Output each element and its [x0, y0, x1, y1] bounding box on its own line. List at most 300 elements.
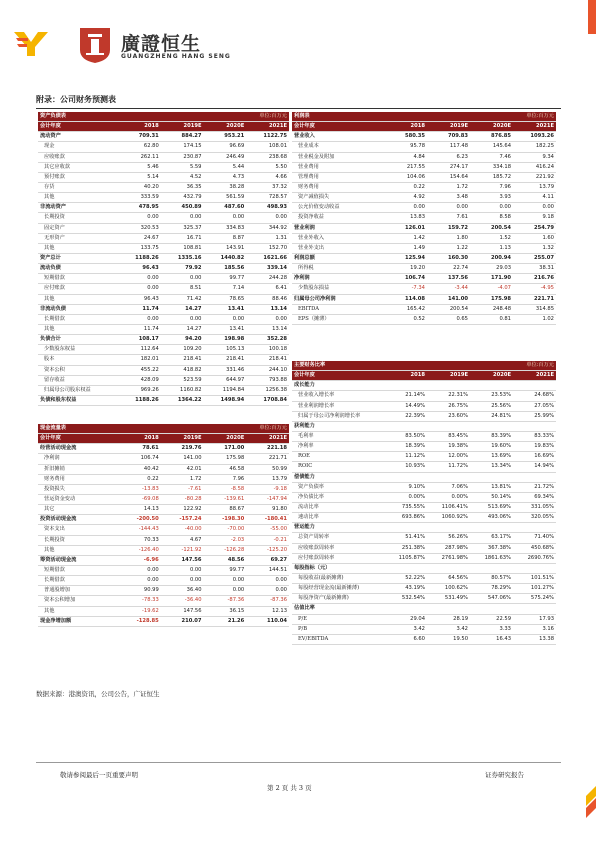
cell-value: 13.38	[513, 634, 556, 644]
cell-value	[470, 472, 513, 482]
cell-value: 314.85	[513, 304, 556, 314]
row-label: 短期借款	[38, 274, 118, 284]
cell-value: 0.00	[118, 284, 161, 294]
cell-value: 101.51%	[513, 573, 556, 583]
cell-value: 221.92	[513, 172, 556, 182]
cell-value: 210.07	[161, 616, 204, 626]
cell-value: 1.72	[161, 474, 204, 484]
row-label: 成长能力	[292, 381, 384, 391]
row-label: 获利能力	[292, 421, 384, 431]
table-title: 现金流量表	[38, 424, 118, 434]
cell-value: -121.92	[161, 545, 204, 555]
cell-value: 217.55	[384, 162, 427, 172]
cell-value: 1060.92%	[427, 513, 470, 523]
cell-value: 13.81%	[470, 482, 513, 492]
cell-value	[427, 563, 470, 573]
cell-value: 3.42	[427, 624, 470, 634]
cell-value: 0.00%	[384, 492, 427, 502]
cell-value: 17.93	[513, 614, 556, 624]
cell-value: 287.98%	[427, 543, 470, 553]
table-row	[292, 294, 556, 304]
column-header-year: 2018	[118, 434, 161, 444]
cell-value: 1.32	[513, 243, 556, 253]
cell-value: -87.36	[204, 596, 247, 606]
cell-value: 0.00	[161, 274, 204, 284]
cell-value: 1.22	[427, 243, 470, 253]
cell-value: 88.67	[204, 505, 247, 515]
row-label: 每股经营现金流(最新摊薄)	[292, 584, 384, 594]
table-row	[38, 444, 289, 454]
cell-value: 1122.75	[246, 132, 289, 142]
cell-value: 133.75	[118, 243, 161, 253]
cell-value: 200.94	[470, 253, 513, 263]
row-label: 其它	[38, 505, 118, 515]
table-row	[292, 314, 556, 324]
cell-value: 114.08	[384, 294, 427, 304]
cell-value: 339.14	[246, 264, 289, 274]
cell-value: 182.01	[118, 355, 161, 365]
cell-value: 248.48	[470, 304, 513, 314]
row-label: 长期投资	[38, 213, 118, 223]
cell-value: 141.00	[427, 294, 470, 304]
table-row	[292, 162, 556, 172]
column-header-label: 会计年度	[292, 371, 384, 381]
cell-value: 532.54%	[384, 594, 427, 604]
cell-value: 7.46	[470, 152, 513, 162]
cell-value: -6.96	[118, 555, 161, 565]
cell-value: 0.00	[384, 203, 427, 213]
table-row	[292, 533, 556, 543]
cell-value: 246.49	[204, 152, 247, 162]
column-header-year: 2021E	[246, 434, 289, 444]
cell-value: 22.31%	[427, 391, 470, 401]
table-title-row	[292, 112, 556, 122]
table-row	[38, 454, 289, 464]
row-label: EBITDA	[292, 304, 384, 314]
row-label: 投资损失	[38, 484, 118, 494]
row-label: 每股指标（元）	[292, 563, 384, 573]
cell-value: 0.00	[118, 565, 161, 575]
table-row	[292, 492, 556, 502]
row-label: 资本支出	[38, 525, 118, 535]
cell-value: 99.77	[204, 274, 247, 284]
table-row	[292, 401, 556, 411]
cash-flow-table	[38, 424, 289, 627]
cell-value: 1256.38	[246, 385, 289, 395]
cell-value: 418.82	[161, 365, 204, 375]
cell-value: 428.09	[118, 375, 161, 385]
cell-value: 126.01	[384, 223, 427, 233]
row-label: 投资净收益	[292, 213, 384, 223]
cell-value: 71.40%	[513, 533, 556, 543]
cell-value: 27.05%	[513, 401, 556, 411]
cell-value: 83.33%	[513, 431, 556, 441]
cell-value: 19.38%	[427, 442, 470, 452]
row-label: 其他	[38, 606, 118, 616]
table-row	[38, 494, 289, 504]
row-label: 长期借款	[38, 314, 118, 324]
cell-value: 108.17	[118, 335, 161, 345]
cell-value: 0.00	[118, 314, 161, 324]
cell-value: 7.06%	[427, 482, 470, 492]
cell-value: 25.56%	[470, 401, 513, 411]
cell-value: 3.16	[513, 624, 556, 634]
cell-value	[427, 421, 470, 431]
column-header-year: 2020E	[204, 434, 247, 444]
table-unit: 单位:百万元	[384, 361, 556, 371]
row-label: 少数股东损益	[292, 284, 384, 294]
cell-value: 216.76	[513, 274, 556, 284]
cell-value: 71.42	[161, 294, 204, 304]
cell-value: 1335.16	[161, 253, 204, 263]
row-label: 速动比率	[292, 513, 384, 523]
table-row	[292, 182, 556, 192]
column-header-year: 2021E	[246, 122, 289, 132]
cell-value: 432.79	[161, 193, 204, 203]
cell-value: 7.61	[427, 213, 470, 223]
row-label: 资本公积增加	[38, 596, 118, 606]
table-row	[292, 152, 556, 162]
cell-value: -78.33	[118, 596, 161, 606]
row-label: P/B	[292, 624, 384, 634]
cell-value: 5.59	[161, 162, 204, 172]
column-header-label: 会计年度	[38, 434, 118, 444]
cell-value: 218.41	[161, 355, 204, 365]
cell-value: 12.00%	[427, 452, 470, 462]
cell-value: 96.43	[118, 264, 161, 274]
row-label: 长期借款	[38, 576, 118, 586]
cell-value: 22.74	[427, 264, 470, 274]
cell-value: -157.24	[161, 515, 204, 525]
column-header-year: 2021E	[513, 122, 556, 132]
table-row	[292, 543, 556, 553]
cell-value: 325.37	[161, 223, 204, 233]
row-label: 非流动负债	[38, 304, 118, 314]
cell-value: 21.14%	[384, 391, 427, 401]
cell-value: 19.83%	[513, 442, 556, 452]
table-row	[38, 203, 289, 213]
cell-value: 1.52	[470, 233, 513, 243]
row-label: 营业税金及附加	[292, 152, 384, 162]
cell-value: 493.06%	[470, 513, 513, 523]
row-label: 其他	[38, 243, 118, 253]
row-label: ROE	[292, 452, 384, 462]
cell-value: -180.41	[246, 515, 289, 525]
cell-value: 24.67	[118, 233, 161, 243]
table-row	[38, 525, 289, 535]
cell-value: 11.74	[118, 324, 161, 334]
cell-value: 9.18	[513, 213, 556, 223]
cell-value: 88.46	[246, 294, 289, 304]
cell-value: 52.22%	[384, 573, 427, 583]
row-label: 股本	[38, 355, 118, 365]
cell-value: 0.00	[246, 213, 289, 223]
table-row	[292, 223, 556, 233]
cell-value: 14.27	[161, 324, 204, 334]
cell-value: 10.93%	[384, 462, 427, 472]
title-rule	[36, 108, 561, 109]
cell-value: -3.44	[427, 284, 470, 294]
cell-value: 547.06%	[470, 594, 513, 604]
row-label: 营业外支出	[292, 243, 384, 253]
cell-value: 709.31	[118, 132, 161, 142]
cell-value: 4.67	[161, 535, 204, 545]
row-label: 净利率	[292, 442, 384, 452]
cell-value: -126.28	[204, 545, 247, 555]
table-row	[292, 614, 556, 624]
cell-value: 38.28	[204, 182, 247, 192]
cell-value: 1160.82	[161, 385, 204, 395]
cell-value: 48.56	[204, 555, 247, 565]
table-row	[292, 452, 556, 462]
table-unit: 单位:百万元	[384, 112, 556, 122]
row-label: 归属母公司股东权益	[38, 385, 118, 395]
table-row	[292, 634, 556, 644]
cell-value: 50.99	[246, 464, 289, 474]
cell-value: 0.22	[118, 474, 161, 484]
cell-value	[470, 381, 513, 391]
cell-value: 42.01	[161, 464, 204, 474]
cell-value: 0.00	[204, 314, 247, 324]
cell-value: 143.91	[204, 243, 247, 253]
cell-value: -36.40	[161, 596, 204, 606]
cell-value: 200.54	[470, 223, 513, 233]
cell-value: 171.00	[204, 444, 247, 454]
cell-value: 185.56	[204, 264, 247, 274]
cell-value: 3.93	[470, 193, 513, 203]
cell-value	[384, 381, 427, 391]
cell-value: 0.00	[427, 203, 470, 213]
cell-value: 1498.94	[204, 395, 247, 405]
cell-value: -2.03	[204, 535, 247, 545]
cell-value: -0.21	[246, 535, 289, 545]
row-label: 营业利润	[292, 223, 384, 233]
cell-value: -19.62	[118, 606, 161, 616]
cell-value: 19.50	[427, 634, 470, 644]
table-row	[292, 243, 556, 253]
cell-value: 6.60	[384, 634, 427, 644]
cell-value: 110.04	[246, 616, 289, 626]
brand-name-cn: 廣證恒生	[121, 33, 202, 55]
cell-value: 4.84	[384, 152, 427, 162]
cell-value: 561.59	[204, 193, 247, 203]
cell-value: 221.71	[513, 294, 556, 304]
cell-value: 0.00%	[427, 492, 470, 502]
cell-value: 11.12%	[384, 452, 427, 462]
cell-value: -128.85	[118, 616, 161, 626]
table-row	[292, 253, 556, 263]
cell-value: 100.18	[246, 345, 289, 355]
cell-value: 38.31	[513, 264, 556, 274]
table-row	[38, 172, 289, 182]
table-row	[292, 431, 556, 441]
table-row	[292, 584, 556, 594]
table-header-row	[38, 122, 289, 132]
table-row	[38, 535, 289, 545]
cell-value: 5.44	[204, 162, 247, 172]
cell-value: 14.13	[118, 505, 161, 515]
cell-value	[513, 421, 556, 431]
cell-value: 0.22	[384, 182, 427, 192]
table-row	[292, 502, 556, 512]
cell-value	[470, 523, 513, 533]
cell-value: 28.19	[427, 614, 470, 624]
cell-value: 333.59	[118, 193, 161, 203]
cell-value: 219.76	[161, 444, 204, 454]
cell-value: 69.27	[246, 555, 289, 565]
row-label: 净利润	[292, 274, 384, 284]
table-row	[38, 243, 289, 253]
cell-value: 1.02	[513, 314, 556, 324]
table-row	[292, 203, 556, 213]
row-label: 营业费用	[292, 162, 384, 172]
cell-value: 5.14	[118, 172, 161, 182]
cell-value: -80.28	[161, 494, 204, 504]
cell-value: 793.88	[246, 375, 289, 385]
row-label: 资产减值损失	[292, 193, 384, 203]
row-label: 长期投资	[38, 535, 118, 545]
column-header-year: 2018	[384, 371, 427, 381]
table-header-row	[292, 371, 556, 381]
cell-value: 36.35	[161, 182, 204, 192]
table-row	[292, 513, 556, 523]
cell-value	[427, 472, 470, 482]
cell-value: 450.68%	[513, 543, 556, 553]
cell-value: 8.51	[161, 284, 204, 294]
row-label: 每股收益(最新摊薄)	[292, 573, 384, 583]
cell-value: 9.34	[513, 152, 556, 162]
cell-value: 105.13	[204, 345, 247, 355]
cell-value: 69.34%	[513, 492, 556, 502]
cell-value: 14.27	[161, 304, 204, 314]
row-label: 应付账款周转率	[292, 553, 384, 563]
cell-value: 644.97	[204, 375, 247, 385]
cell-value: 367.38%	[470, 543, 513, 553]
cell-value	[470, 421, 513, 431]
row-label: 归属于母公司净利润增长率	[292, 411, 384, 421]
cell-value: 2761.98%	[427, 553, 470, 563]
table-title: 利润表	[292, 112, 384, 122]
cell-value: 513.69%	[470, 502, 513, 512]
cell-value: 23.53%	[470, 391, 513, 401]
cell-value: 99.77	[204, 565, 247, 575]
cell-value: 23.60%	[427, 411, 470, 421]
cell-value: 78.65	[204, 294, 247, 304]
cell-value: 953.21	[204, 132, 247, 142]
table-row	[38, 314, 289, 324]
cell-value: 8.58	[470, 213, 513, 223]
cell-value: 218.41	[246, 355, 289, 365]
cell-value: 478.95	[118, 203, 161, 213]
column-header-year: 2019E	[161, 434, 204, 444]
table-row	[38, 576, 289, 586]
cell-value: 728.57	[246, 193, 289, 203]
table-row	[292, 381, 556, 391]
table-row	[292, 213, 556, 223]
table-row	[292, 284, 556, 294]
cell-value: 0.00	[118, 213, 161, 223]
column-header-year: 2018	[118, 122, 161, 132]
cell-value	[384, 523, 427, 533]
row-label: 公允价值变动收益	[292, 203, 384, 213]
table-row	[292, 411, 556, 421]
cell-value: 175.98	[470, 294, 513, 304]
row-label: 营运能力	[292, 523, 384, 533]
row-label: 营业外收入	[292, 233, 384, 243]
cell-value: -7.34	[384, 284, 427, 294]
cell-value: 7.96	[470, 182, 513, 192]
financial-ratios-table	[292, 361, 556, 645]
cell-value	[384, 421, 427, 431]
cell-value: 125.94	[384, 253, 427, 263]
cell-value: 46.58	[204, 464, 247, 474]
cell-value: 4.66	[246, 172, 289, 182]
row-label: 投资活动现金流	[38, 515, 118, 525]
row-label: 折旧摊销	[38, 464, 118, 474]
cell-value: 735.55%	[384, 502, 427, 512]
row-label: 其他	[38, 545, 118, 555]
cell-value: 29.03	[470, 264, 513, 274]
cell-value: 16.43	[470, 634, 513, 644]
cell-value: 0.00	[161, 213, 204, 223]
balance-sheet-table	[38, 112, 289, 406]
row-label: 财务费用	[38, 474, 118, 484]
table-row	[292, 523, 556, 533]
cell-value: 37.32	[246, 182, 289, 192]
table-row	[292, 442, 556, 452]
cell-value: 1.31	[246, 233, 289, 243]
cell-value: 13.79	[513, 182, 556, 192]
cell-value: 487.60	[204, 203, 247, 213]
cell-value	[513, 523, 556, 533]
cell-value: 83.45%	[427, 431, 470, 441]
table-row	[292, 132, 556, 142]
cell-value: 62.80	[118, 142, 161, 152]
row-label: 应付账款	[38, 284, 118, 294]
brand-name-en: GUANGZHENG HANG SENG	[121, 53, 231, 60]
cell-value: 238.68	[246, 152, 289, 162]
cell-value: 100.62%	[427, 584, 470, 594]
cell-value: 18.39%	[384, 442, 427, 452]
table-row	[38, 132, 289, 142]
cell-value: 221.71	[246, 454, 289, 464]
cell-value	[513, 472, 556, 482]
table-row	[38, 152, 289, 162]
cell-value: 56.26%	[427, 533, 470, 543]
table-row	[38, 586, 289, 596]
cell-value: 709.83	[427, 132, 470, 142]
cell-value: 11.72%	[427, 462, 470, 472]
cell-value	[513, 381, 556, 391]
cell-value: 95.78	[384, 142, 427, 152]
data-source-note: 数据来源：港澳资讯，公司公告，广证恒生	[36, 690, 160, 698]
cell-value: 320.53	[118, 223, 161, 233]
cell-value: 0.00	[118, 274, 161, 284]
row-label: 总资产周转率	[292, 533, 384, 543]
cell-value: 3.42	[384, 624, 427, 634]
cell-value: 218.41	[204, 355, 247, 365]
cell-value: 416.24	[513, 162, 556, 172]
cell-value: -69.08	[118, 494, 161, 504]
cell-value: 5.50	[246, 162, 289, 172]
table-row	[38, 555, 289, 565]
footer-rule	[36, 762, 561, 763]
cell-value: 16.71	[161, 233, 204, 243]
cell-value: 13.83	[384, 213, 427, 223]
table-row	[292, 462, 556, 472]
cell-value: 112.64	[118, 345, 161, 355]
cell-value: 1.42	[384, 233, 427, 243]
